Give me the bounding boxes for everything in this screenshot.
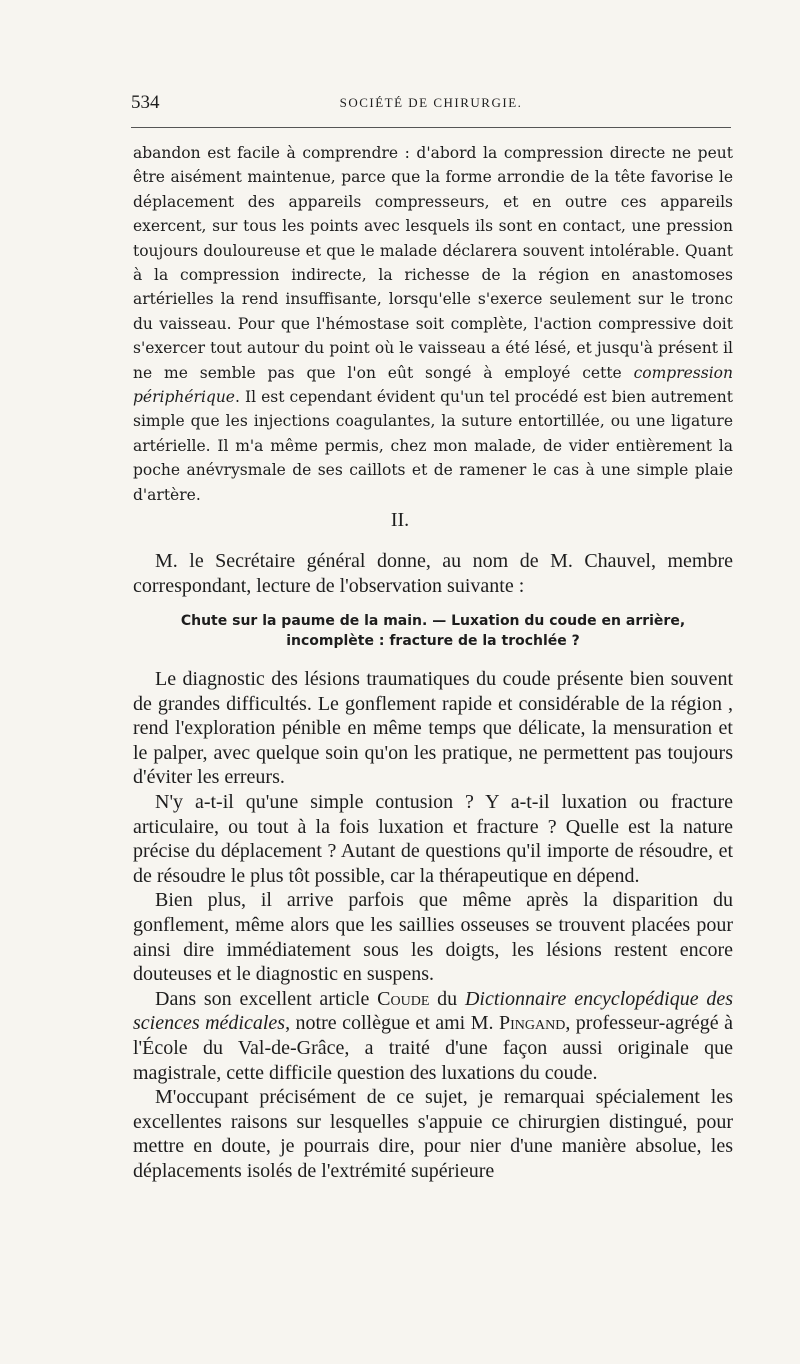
paragraph-gonflement: Bien plus, il arrive parfois que même après la disparition du gonflement, même alors que les saillies osseuses se trouvent placées pour ainsi dire immédiatement sous les doigts, les lésions restent encore douteuses et le diagnostic en suspens.	[133, 889, 733, 986]
para1-text-end: . Il est cependant évident qu'un tel procédé est bien autrement simple que les injections coagulantes, la suture entortillée, ou une ligature artérielle. Il m'a même permis, chez mon malade, de vider entièrement la poche anévrysmale de ses caillots et de ramener le cas à une simple plaie d'artère.	[133, 388, 733, 504]
paragraph-diagnostic: Le diagnostic des lésions traumatiques du coude présente bien souvent de grandes difficultés. Le gonflement rapide et considérable de la région , rend l'exploration pénible en même temps que délicate, la mensuration et le palper, avec quelque soin qu'on les pratique, ne permettent pas toujours d'éviter les erreurs.	[133, 668, 733, 789]
dictionary-title: Dictionnaire encyclopédique des sciences médicales	[133, 987, 734, 1035]
para5-text-c: du	[429, 987, 465, 1010]
observation-title-line2: incomplète : fracture de la trochlée ?	[286, 633, 580, 649]
para5-text-e: , notre collègue et ami M.	[285, 1012, 499, 1035]
page-header	[131, 92, 731, 116]
author-name: Pingand	[498, 1012, 566, 1035]
section-number: II.	[390, 509, 410, 531]
intro-paragraph	[133, 549, 733, 598]
article-name: Coude	[377, 987, 430, 1010]
paragraph-questions: N'y a-t-il qu'une simple contusion ? Y a-t-il luxation ou fracture articulaire, ou tout à la fois luxation et fracture ? Quelle est la nature précise du déplacement ? Autant de questions qu'il importe de résoudre, et de résoudre le plus tôt possible, car la thérapeutique en dépend.	[133, 790, 733, 887]
running-head: SOCIÉTÉ DE CHIRURGIE.	[339, 95, 523, 110]
para5-text-a: Dans son excellent article	[155, 987, 378, 1010]
intro-text: M. le Secrétaire général donne, au nom de M. Chauvel, membre correspondant, lecture de l'observation suivante :	[133, 550, 733, 597]
page-number: 534	[131, 92, 160, 113]
para5-text-g: , professeur-agrégé à l'École du Val-de-Grâce, a traité d'une façon aussi originale que magistrale, cette difficile question des luxations du coude.	[133, 1012, 733, 1084]
header-rule	[131, 127, 731, 128]
observation-title	[133, 611, 733, 651]
paragraph-remarque: M'occupant précisément de ce sujet, je remarquai spécialement les excellentes raisons sur lesquelles s'appuie ce chirurgien distingué, pour mettre en doute, je pourrais dire, pour nier d'une manière absolue, les déplacements isolés de l'extrémité supérieure	[133, 1086, 733, 1182]
paragraph-compression	[133, 141, 733, 507]
paragraph-pingand	[133, 987, 733, 1085]
observation-title-line1: Chute sur la paume de la main. — Luxation du coude en arrière,	[180, 613, 686, 629]
para1-text-start: abandon est facile à comprendre : d'abord la compression directe ne peut être aisément maintenue, parce que la forme arrondie de la tête favorise le déplacement des appareils compresseurs, et en outre ces appareils exercent, sur tous les points avec lesquels ils sont en contact, une pression toujours douloureuse et que le malade déclarera souvent intolérable. Quant à la compression indirecte, la richesse de la région en anastomoses artérielles la rend insuffisante, lorsqu'elle s'exerce seulement sur le tronc du vaisseau. Pour que l'hémostase soit complète, l'action compressive doit s'exercer tout autour du point où le vaisseau a été lésé, et jusqu'à présent il ne me semble pas que l'on eût songé à employé cette	[133, 144, 733, 382]
observation-body	[133, 667, 733, 1183]
para1-italic-term: compression périphérique	[133, 363, 733, 407]
